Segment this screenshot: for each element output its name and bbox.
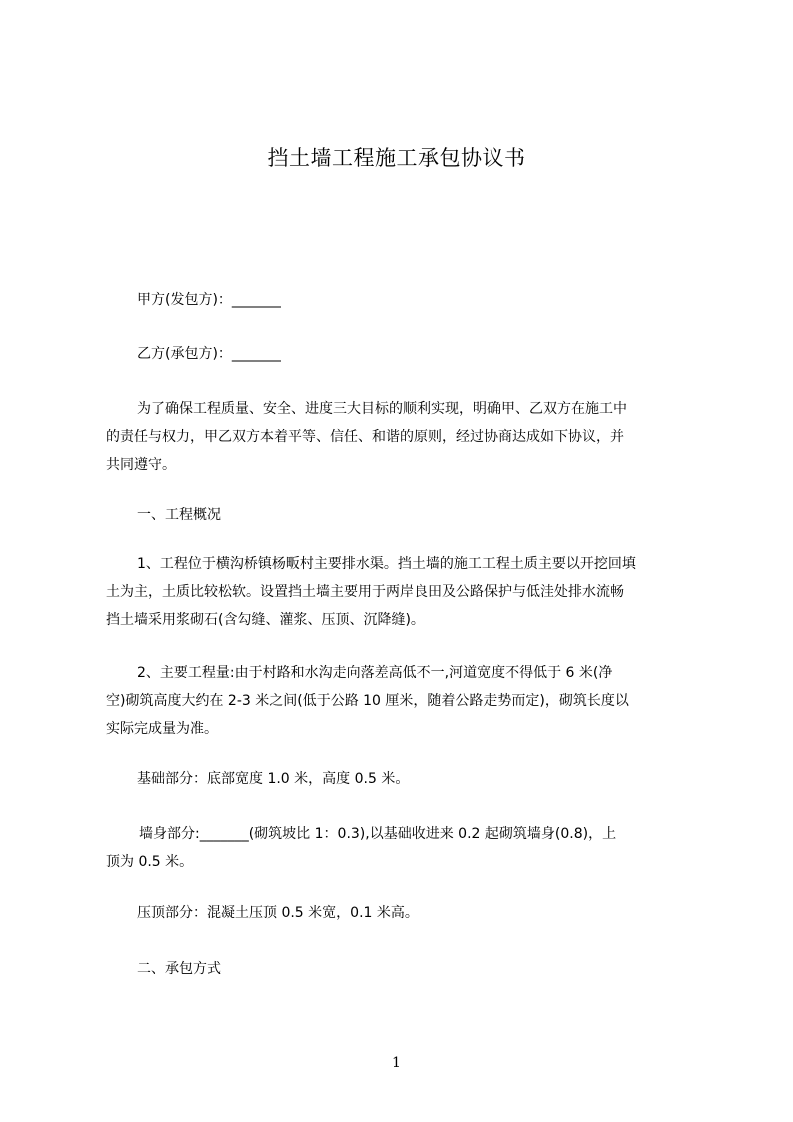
intro-line: 的责任与权力，甲乙双方本着平等、信任、和谐的原则，经过协商达成如下协议，并: [106, 429, 624, 445]
wall-body-line: 顶为 0.5 米。: [106, 854, 194, 870]
intro-line: 为了确保工程质量、安全、进度三大目标的顺利实现，明确甲、乙双方在施工中: [137, 401, 627, 417]
top-part-line: 压顶部分：混凝土压顶 0.5 米宽，0.1 米高。: [137, 905, 419, 921]
item-1-paragraph: [106, 550, 702, 634]
item-1-line: 1、工程位于横沟桥镇杨畈村主要排水渠。挡土墙的施工工程土质主要以开挖回填: [137, 556, 636, 572]
page-title: 挡土墙工程施工承包协议书: [267, 146, 526, 170]
party-b-line: 乙方(承包方)：_______: [137, 346, 281, 362]
wall-body-paragraph: [106, 820, 702, 876]
party-a-line: 甲方(发包方)：_______: [137, 292, 281, 308]
section-heading-contract-method: 二、承包方式: [137, 961, 221, 977]
wall-body-line: 墙身部分:_______(砌筑坡比 1：0.3),以基础收进来 0.2 起砌筑墙身(0.8)，上: [139, 826, 617, 842]
page-number: 1: [392, 1055, 401, 1071]
item-2-line: 2、主要工程量:由于村路和水沟走向落差高低不一,河道宽度不得低于 6 米(净: [137, 665, 613, 681]
intro-line: 共同遵守。: [106, 457, 176, 473]
intro-paragraph: [106, 395, 702, 479]
item-2-paragraph: [106, 659, 702, 743]
item-1-line: 挡土墙采用浆砌石(含勾缝、灌浆、压顶、沉降缝)。: [106, 612, 425, 628]
item-1-line: 土为主，土质比较松软。设置挡土墙主要用于两岸良田及公路保护与低洼处排水流畅: [106, 584, 624, 600]
foundation-line: 基础部分：底部宽度 1.0 米，高度 0.5 米。: [137, 771, 410, 787]
item-2-line: 实际完成量为准。: [106, 721, 218, 737]
section-heading-overview: 一、工程概况: [137, 507, 221, 523]
item-2-line: 空)砌筑高度大约在 2-3 米之间(低于公路 10 厘米，随着公路走势而定)，砌筑长度以: [106, 693, 629, 709]
